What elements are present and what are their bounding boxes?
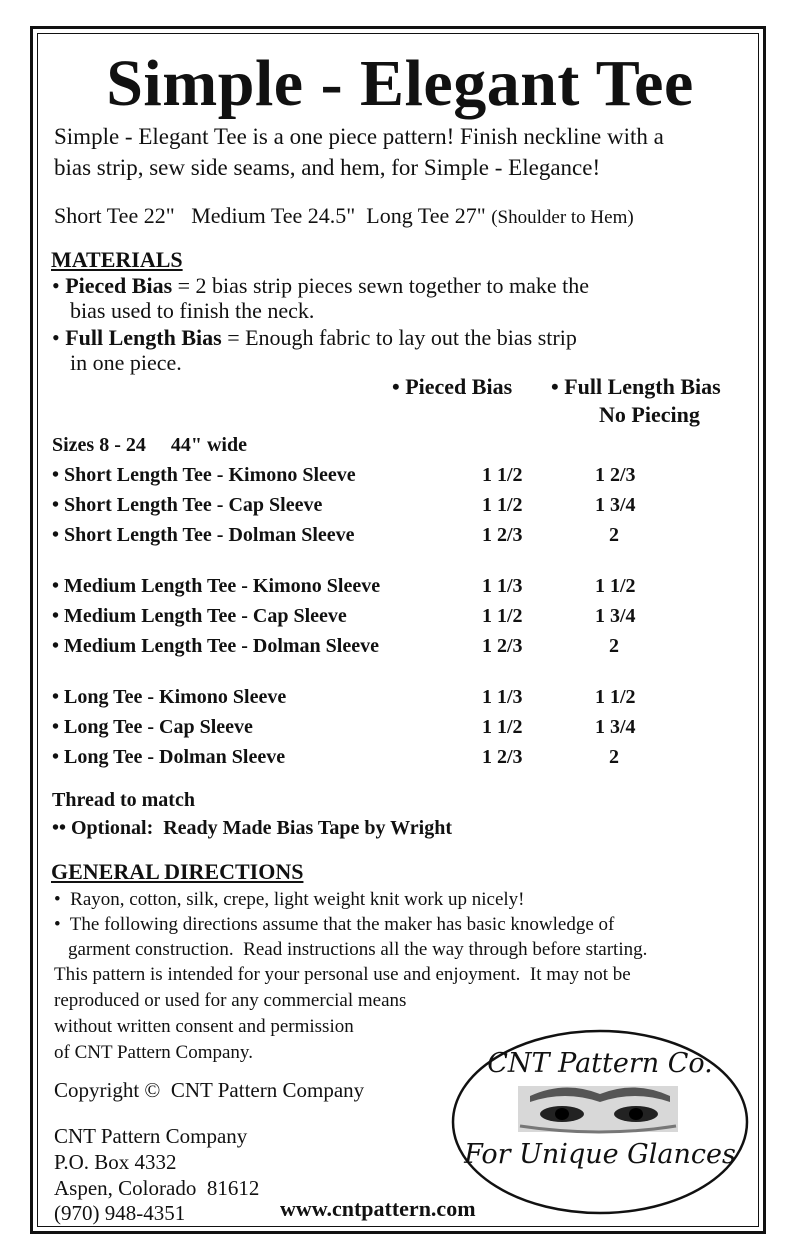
- row-name: • Medium Length Tee - Dolman Sleeve: [52, 635, 379, 657]
- general-line-6: without written consent and permission: [54, 1016, 354, 1037]
- tee-lengths-text: Short Tee 22" Medium Tee 24.5" Long Tee 27": [54, 203, 486, 228]
- full-bias-cont: in one piece.: [70, 350, 182, 375]
- row-full: 2: [609, 635, 619, 657]
- row-name: • Long Tee - Dolman Sleeve: [52, 746, 286, 768]
- row-full: 1 2/3: [595, 464, 636, 486]
- row-pieced: 1 1/2: [482, 605, 523, 627]
- logo-line-1: CNT Pattern Co.: [487, 1048, 713, 1079]
- sizes-label: Sizes 8 - 24 44" wide: [52, 434, 247, 456]
- table-row: [0, 464, 800, 490]
- table-row: [0, 575, 800, 601]
- table-row: [0, 635, 800, 661]
- table-row: [0, 494, 800, 520]
- full-bias-definition: • Full Length Bias = Enough fabric to lay out the bias strip: [52, 325, 577, 350]
- row-pieced: 1 1/2: [482, 464, 523, 486]
- row-name: • Long Tee - Kimono Sleeve: [52, 686, 287, 708]
- optional-note: •• Optional: Ready Made Bias Tape by Wright: [52, 817, 452, 839]
- pieced-bias-term: Pieced Bias: [65, 273, 173, 298]
- full-bias-def: = Enough fabric to lay out the bias strip: [221, 325, 577, 350]
- col-full-length-bias: • Full Length Bias: [551, 374, 721, 399]
- address-line-1: CNT Pattern Company: [54, 1124, 248, 1148]
- pieced-bias-definition: • Pieced Bias = 2 bias strip pieces sewn together to make the: [52, 273, 589, 298]
- address-line-4: (970) 948-4351: [54, 1201, 186, 1225]
- row-full: 1 1/2: [595, 575, 636, 597]
- pieced-bias-cont: bias used to finish the neck.: [70, 298, 315, 323]
- general-line-2: • The following directions assume that the maker has basic knowledge of: [54, 914, 615, 935]
- address-line-3: Aspen, Colorado 81612: [54, 1176, 260, 1200]
- row-pieced: 1 1/3: [482, 575, 523, 597]
- full-bias-term: Full Length Bias: [65, 325, 222, 350]
- row-full: 1 3/4: [595, 716, 636, 738]
- page-title: Simple - Elegant Tee: [106, 47, 694, 120]
- row-full: 1 3/4: [595, 494, 636, 516]
- row-name: • Long Tee - Cap Sleeve: [52, 716, 253, 738]
- row-name: • Short Length Tee - Kimono Sleeve: [52, 464, 356, 486]
- copyright: Copyright © CNT Pattern Company: [54, 1078, 365, 1102]
- row-name: • Short Length Tee - Dolman Sleeve: [52, 524, 355, 546]
- row-name: • Medium Length Tee - Kimono Sleeve: [52, 575, 381, 597]
- eyes-image: [518, 1086, 678, 1132]
- table-row: [0, 686, 800, 712]
- pieced-bias-def: = 2 bias strip pieces sewn together to make the: [172, 273, 589, 298]
- row-pieced: 1 1/3: [482, 686, 523, 708]
- col-pieced-bias: • Pieced Bias: [392, 374, 513, 399]
- general-line-4: This pattern is intended for your personal use and enjoyment. It may not be: [54, 964, 631, 985]
- thread-note: Thread to match: [52, 789, 195, 811]
- logo-line-2: For Unique Glances: [464, 1139, 736, 1170]
- row-name: • Short Length Tee - Cap Sleeve: [52, 494, 323, 516]
- row-full: 1 3/4: [595, 605, 636, 627]
- row-full: 1 1/2: [595, 686, 636, 708]
- row-pieced: 1 1/2: [482, 716, 523, 738]
- general-line-1: • Rayon, cotton, silk, crepe, light weight knit work up nicely!: [54, 889, 525, 910]
- row-full: 2: [609, 746, 619, 768]
- row-pieced: 1 2/3: [482, 746, 523, 768]
- table-row: [0, 716, 800, 742]
- row-pieced: 1 2/3: [482, 524, 523, 546]
- table-row: [0, 746, 800, 772]
- tee-lengths-note: (Shoulder to Hem): [491, 207, 634, 228]
- general-line-3: garment construction. Read instructions all the way through before starting.: [68, 939, 648, 960]
- intro-line-1: Simple - Elegant Tee is a one piece pattern! Finish neckline with a: [54, 124, 664, 149]
- row-pieced: 1 2/3: [482, 635, 523, 657]
- general-directions-heading: GENERAL DIRECTIONS: [51, 859, 304, 884]
- general-line-7: of CNT Pattern Company.: [54, 1042, 253, 1063]
- website-link[interactable]: www.cntpattern.com: [280, 1196, 476, 1221]
- table-row: [0, 524, 800, 550]
- materials-heading: MATERIALS: [51, 247, 183, 272]
- address-line-2: P.O. Box 4332: [54, 1150, 177, 1174]
- tee-lengths: [54, 203, 634, 229]
- general-line-5: reproduced or used for any commercial means: [54, 990, 407, 1011]
- col-no-piecing: No Piecing: [599, 402, 700, 427]
- company-logo: [450, 1028, 750, 1216]
- row-name: • Medium Length Tee - Cap Sleeve: [52, 605, 347, 627]
- row-full: 2: [609, 524, 619, 546]
- table-row: [0, 605, 800, 631]
- row-pieced: 1 1/2: [482, 494, 523, 516]
- intro-line-2: bias strip, sew side seams, and hem, for Simple - Elegance!: [54, 155, 601, 180]
